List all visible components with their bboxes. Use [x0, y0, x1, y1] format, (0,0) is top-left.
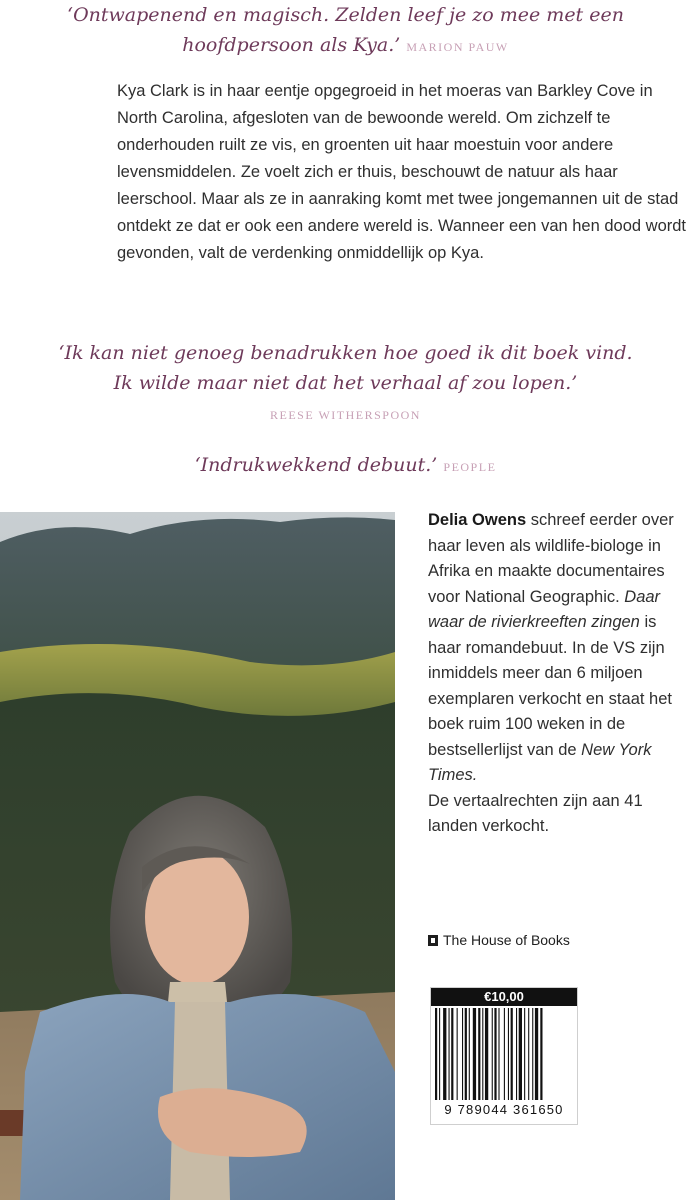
bio-part-1: schreef eerder over haar leven als wildlife-biologe in Afrika en maakte documentaires voor National Geographic.: [428, 511, 674, 606]
quote-1-line-2: hoofdpersoon als Kya.’: [182, 34, 401, 56]
quote-3-attribution: PEOPLE: [443, 460, 497, 474]
publisher: [428, 932, 570, 948]
barcode-box: [430, 987, 578, 1125]
bio-part-2: is haar romandebuut. In de VS zijn inmiddels meer dan 6 miljoen exemplaren verkocht en staat het boek ruim 100 weken in de bestsellerlijst van de: [428, 613, 672, 759]
author-photo-illustration: [0, 512, 395, 1200]
quote-people: [0, 450, 691, 482]
barcode-icon: [435, 1008, 573, 1100]
book-blurb: Kya Clark is in haar eentje opgegroeid in het moeras van Barkley Cove in North Carolina, afgesloten van de bewoonde wereld. Om zichzelf te onderhouden ruilt ze vis, en groenten uit haar moestuin voor andere levensmiddelen. Ze voelt zich er thuis, beschouwt de natuur als haar leerschool. Maar als ze in aanraking komt met twee jongemannen uit de stad ontdekt ze dat er ook een andere wereld is. Wanneer een van hen dood wordt gevonden, valt de verdenking onmiddellijk op Kya.: [117, 82, 687, 262]
publisher-name: The House of Books: [443, 932, 570, 948]
quote-2-line-1: ‘Ik kan niet genoeg benadrukken hoe goed ik dit boek vind.: [58, 342, 633, 364]
quote-reese-witherspoon: [0, 338, 691, 430]
author-photo: [0, 512, 395, 1200]
quote-2-line-2: Ik wilde maar niet dat het verhaal af zou lopen.’: [113, 372, 578, 394]
house-of-books-logo-icon: [428, 935, 438, 946]
bio-part-3: De vertaalrechten zijn aan 41 landen verkocht.: [428, 791, 643, 835]
book-title: Daar waar de rivierkreeften zingen: [428, 587, 661, 631]
quote-marion-pauw: [0, 0, 691, 62]
author-name: Delia Owens: [428, 511, 527, 529]
quote-2-attribution: REESE WITHERSPOON: [270, 408, 421, 422]
price-label: €10,00: [431, 988, 577, 1006]
newspaper-title: New York Times.: [428, 740, 652, 784]
quote-1-attribution: MARION PAUW: [406, 40, 509, 54]
author-bio: [428, 508, 690, 840]
quote-3-line-1: ‘Indrukwekkend debuut.’: [194, 454, 438, 476]
isbn-number: 9 789044 361650: [444, 1102, 564, 1117]
quote-1-line-1: ‘Ontwapenend en magisch. Zelden leef je zo mee met een: [67, 4, 624, 26]
